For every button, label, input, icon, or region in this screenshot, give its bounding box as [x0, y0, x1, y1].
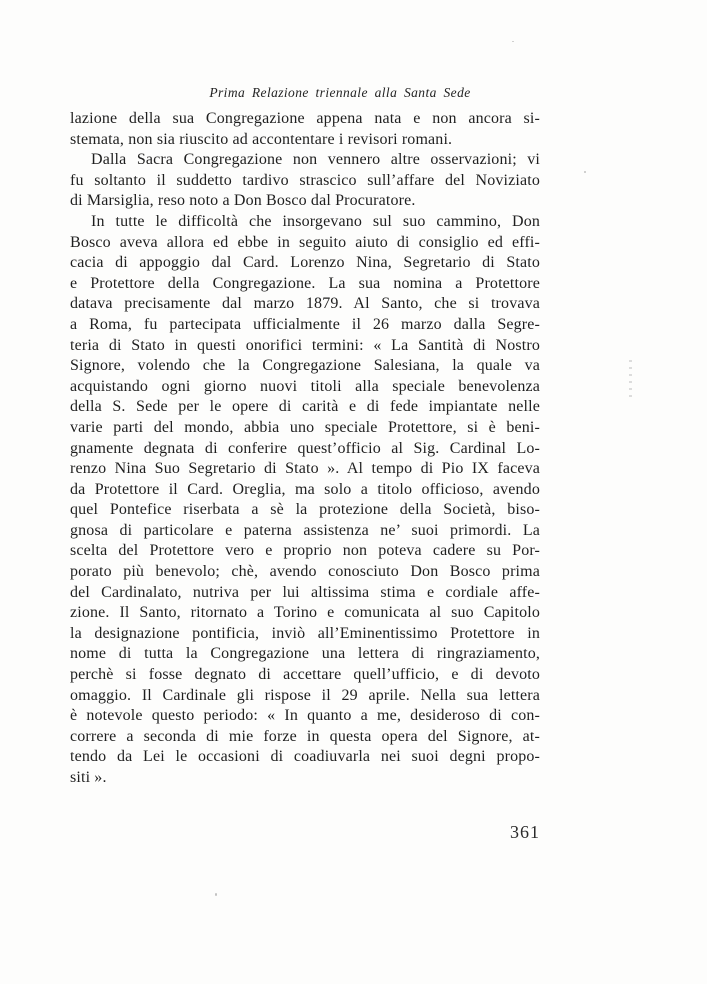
text-line: Signore, volendo che la Congregazione Salesiana, la quale va [70, 357, 540, 375]
text-line: Dalla Sacra Congregazione non vennero altre osservazioni; vi [91, 151, 540, 169]
text-line: Bosco aveva allora ed ebbe in seguito aiuto di consiglio ed effi- [70, 233, 540, 251]
text-line: scelta del Protettore vero e proprio non poteva cadere su Por- [70, 542, 540, 560]
text-line: quel Pontefice riserbata a sè la protezione della Società, biso- [70, 501, 540, 519]
text-line: da Protettore il Card. Oreglia, ma solo a titolo officioso, avendo [70, 480, 540, 498]
text-line: nome di tutta la Congregazione una lettera di ringraziamento, [70, 645, 540, 663]
text-line: fu soltanto il suddetto tardivo strascico sull’affare del Noviziato [70, 171, 540, 189]
text-line: tendo da Lei le occasioni di coadiuvarla nei suoi degni propo- [70, 748, 540, 766]
text-line: gnamente degnata di conferire quest’officio al Sig. Cardinal Lo- [70, 439, 540, 457]
text-line: e Protettore della Congregazione. La sua nomina a Protettore [70, 274, 540, 292]
text-line: varie parti del mondo, abbia uno speciale Protettore, si è beni- [70, 418, 540, 436]
text-line: a Roma, fu partecipata ufficialmente il 26 marzo dalla Segre- [70, 315, 540, 333]
text-line: renzo Nina Suo Segretario di Stato ». Al tempo di Pio IX faceva [70, 460, 540, 478]
text-line: la designazione pontificia, inviò all’Eminentissimo Protettore in [70, 624, 540, 642]
running-title: Prima Relazione triennale alla Santa Sede [209, 85, 471, 100]
text-line: di Marsiglia, reso noto a Don Bosco dal Procuratore. [70, 192, 416, 210]
scan-artifact-speck [584, 171, 586, 173]
text-line: perchè si fosse degnato di accettare quell’ufficio, e di devoto [70, 666, 540, 684]
text-line: correre a seconda di mie forze in questa opera del Signore, at- [70, 727, 540, 745]
page-number: 361 [510, 822, 540, 842]
text-line: è notevole questo periodo: « In quanto a me, desideroso di con- [70, 707, 540, 725]
text-line: siti ». [70, 769, 107, 786]
text-line: stemata, non sia riuscito ad accontentare i revisori romani. [70, 130, 453, 148]
text-line: gnosa di particolare e paterna assistenza ne’ suoi primordi. La [70, 521, 540, 539]
text-line: omaggio. Il Cardinale gli rispose il 29 aprile. Nella sua lettera [70, 686, 540, 704]
text-line: In tutte le difficoltà che insorgevano sul suo cammino, Don [91, 212, 540, 230]
text-line: lazione della sua Congregazione appena nata e non ancora si- [70, 110, 540, 127]
text-line: cacia di appoggio dal Card. Lorenzo Nina, Segretario di Stato [70, 254, 540, 272]
text-line: porato più benevolo; chè, avendo conosciuto Don Bosco prima [70, 563, 540, 581]
text-line: teria di Stato in questi onorifici termini: « La Santità di Nostro [70, 336, 540, 354]
scan-artifact-dashes [629, 360, 632, 400]
scan-artifact-speck [215, 893, 217, 896]
text-line: del Cardinalato, nutriva per lui altissima stima e cordiale affe- [70, 583, 540, 601]
text-line: datava precisamente dal marzo 1879. Al Santo, che si trovava [70, 295, 540, 313]
text-line: della S. Sede per le opere di carità e di fede impiantate nelle [70, 398, 540, 416]
page-body [70, 109, 540, 789]
text-line: zione. Il Santo, ritornato a Torino e comunicata al suo Capitolo [70, 604, 540, 622]
text-line: acquistando ogni giorno nuovi titoli alla speciale benevolenza [70, 377, 540, 395]
scan-artifact-speck [512, 41, 514, 42]
